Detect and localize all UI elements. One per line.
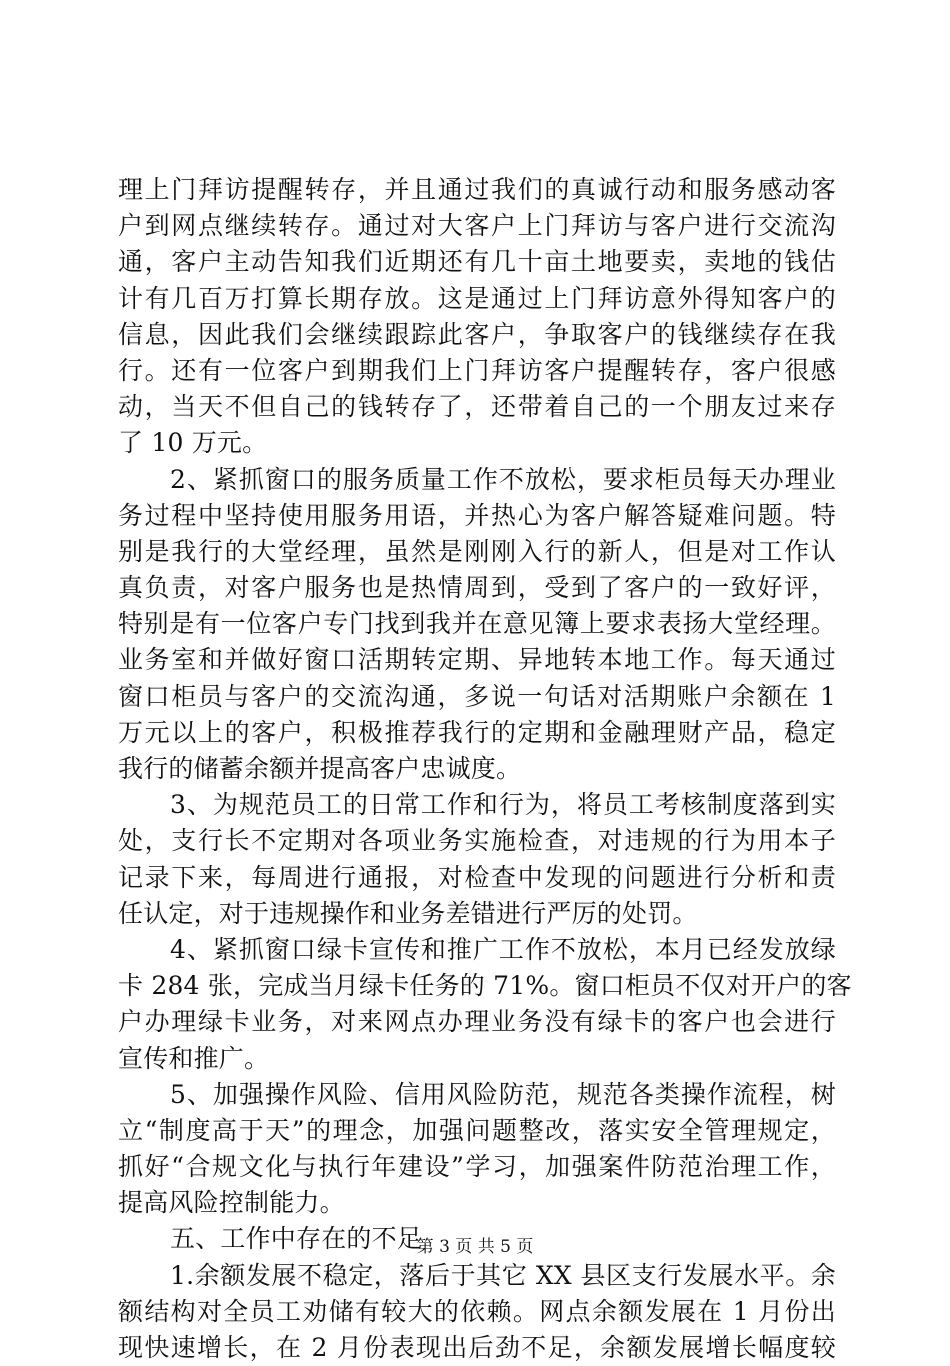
text-line: 提高风险控制能力。 xyxy=(118,1188,345,1218)
text-line: 万元以上的客户，积极推荐我行的定期和金融理财产品，稳定 xyxy=(118,717,836,747)
text-line: 了 10 万元。 xyxy=(118,428,268,458)
text-line: 记录下来，每周进行通报，对检查中发现的问题进行分析和责 xyxy=(118,862,836,892)
text-line: 业务室和并做好窗口活期转定期、异地转本地工作。每天通过 xyxy=(118,645,836,675)
text-line: 我行的储蓄余额并提高客户忠诚度。 xyxy=(118,754,522,783)
text-line: 别是我行的大堂经理，虽然是刚刚入行的新人，但是对工作认 xyxy=(118,536,836,566)
text-line: 计有几百万打算长期存放。这是通过上门拜访意外得知客户的 xyxy=(118,283,836,313)
text-line: 户到网点继续转存。通过对大客户上门拜访与客户进行交流沟 xyxy=(118,211,836,241)
text-line: 立“制度高于天”的理念，加强问题整改，落实安全管理规定， xyxy=(118,1115,836,1145)
text-line: 2、紧抓窗口的服务质量工作不放松，要求柜员每天办理业 xyxy=(170,464,836,494)
text-line: 务过程中坚持使用服务用语，并热心为客户解答疑难问题。特 xyxy=(118,500,836,530)
document-body xyxy=(118,172,852,1366)
text-line: 抓好“合规文化与执行年建设”学习，加强案件防范治理工作， xyxy=(118,1152,836,1182)
text-line: 五、工作中存在的不足 xyxy=(170,1224,423,1254)
text-line: 卡 284 张，完成当月绿卡任务的 71%。窗口柜员不仅对开户的客 xyxy=(118,971,852,1001)
text-line: 真负责，对客户服务也是热情周到，受到了客户的一致好评， xyxy=(118,573,836,603)
text-line: 动，当天不但自己的钱转存了，还带着自己的一个朋友过来存 xyxy=(118,392,836,422)
text-line: 5、加强操作风险、信用风险防范，规范各类操作流程，树 xyxy=(170,1079,836,1109)
text-line: 理上门拜访提醒转存，并且通过我们的真诚行动和服务感动客 xyxy=(118,175,836,204)
text-line: 3、为规范员工的日常工作和行为，将员工考核制度落到实 xyxy=(170,790,836,820)
text-line: 处，支行长不定期对各项业务实施检查，对违规的行为用本子 xyxy=(118,826,836,856)
text-line: 额结构对全员工劝储有较大的依赖。网点余额发展在 1 月份出 xyxy=(118,1296,836,1326)
text-line: 通，客户主动告知我们近期还有几十亩土地要卖，卖地的钱估 xyxy=(118,247,836,277)
text-line: 现快速增长，在 2 月份表现出后劲不足，余额发展增长幅度较 xyxy=(118,1333,836,1362)
text-line: 窗口柜员与客户的交流沟通，多说一句话对活期账户余额在 1 xyxy=(118,681,836,711)
page-number-footer: 第 3 页 共 5 页 xyxy=(416,1237,534,1257)
text-line: 4、紧抓窗口绿卡宣传和推广工作不放松，本月已经发放绿 xyxy=(170,934,836,964)
text-line: 信息，因此我们会继续跟踪此客户，争取客户的钱继续存在我 xyxy=(118,319,836,349)
text-line: 特别是有一位客户专门找到我并在意见簿上要求表扬大堂经理。 xyxy=(118,609,836,639)
text-line: 任认定，对于违规操作和业务差错进行严厉的处罚。 xyxy=(118,898,698,928)
text-line: 户办理绿卡业务，对来网点办理业务没有绿卡的客户也会进行 xyxy=(118,1007,836,1037)
text-line: 1.余额发展不稳定，落后于其它 XX 县区支行发展水平。余 xyxy=(170,1260,836,1290)
text-line: 行。还有一位客户到期我们上门拜访客户提醒转存，客户很感 xyxy=(118,355,836,385)
text-line: 宣传和推广。 xyxy=(118,1043,270,1073)
